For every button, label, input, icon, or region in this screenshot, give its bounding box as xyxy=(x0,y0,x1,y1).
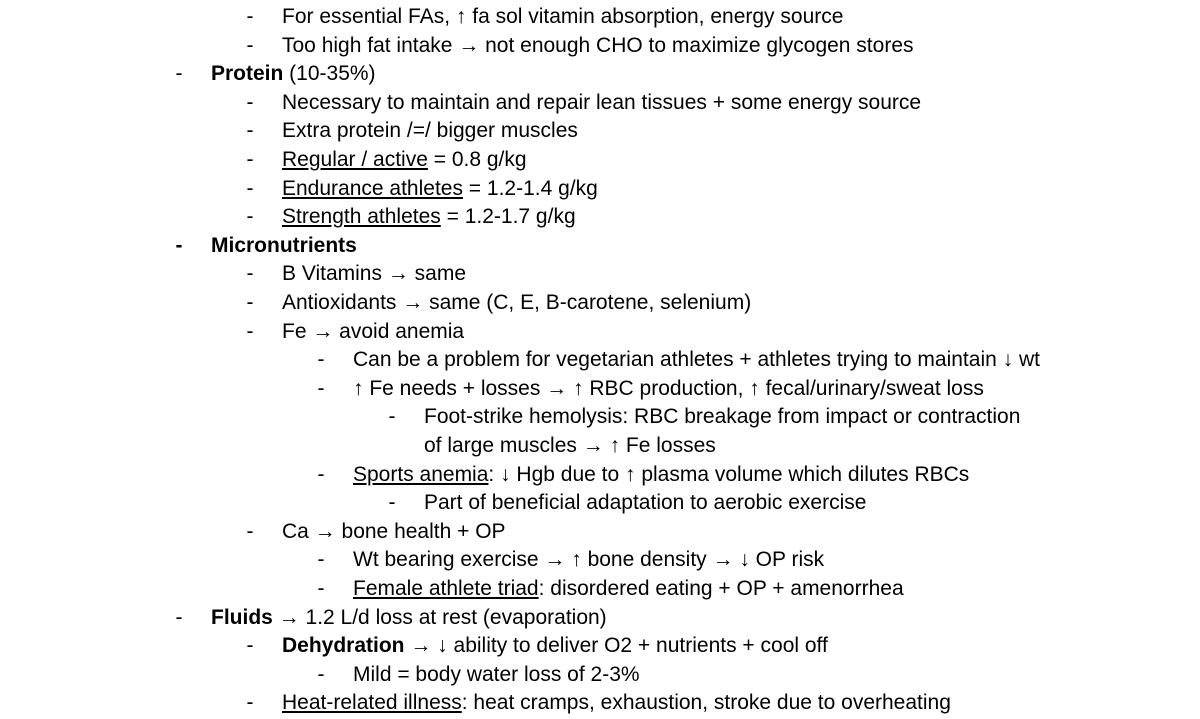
outline-text xyxy=(282,318,464,346)
text-run: Mild = body water loss of 2-3% xyxy=(353,662,640,686)
underlined-term: Heat-related illness xyxy=(282,691,462,715)
outline-text xyxy=(282,689,951,717)
text-run: (10-35%) xyxy=(283,62,376,86)
bullet-marker: - xyxy=(175,605,183,629)
bullet-marker: - xyxy=(246,634,254,658)
bullet-marker: - xyxy=(317,376,325,400)
text-run: ↑ Fe needs + losses → ↑ RBC production, ↑ fecal/urinary/sweat loss xyxy=(353,376,984,400)
outline-text xyxy=(424,432,716,460)
bullet-marker: - xyxy=(246,205,254,229)
outline-text xyxy=(353,346,1040,374)
outline-text xyxy=(282,203,576,231)
text-run: Can be a problem for vegetarian athletes + athletes trying to maintain ↓ wt xyxy=(353,348,1040,372)
text-run: → 1.2 L/d loss at rest (evaporation) xyxy=(272,605,607,629)
text-run: : disordered eating + OP + amenorrhea xyxy=(538,577,904,600)
bullet-marker: - xyxy=(317,462,325,486)
underlined-term: Endurance athletes xyxy=(282,176,463,200)
text-run: Foot-strike hemolysis: RBC breakage from impact or contraction xyxy=(424,405,1021,429)
bullet-marker: - xyxy=(388,405,396,429)
text-run: Necessary to maintain and repair lean tissues + some energy source xyxy=(282,90,922,114)
underlined-term: Strength athletes xyxy=(282,205,441,229)
bullet-marker: - xyxy=(246,262,254,286)
bullet-marker: - xyxy=(317,348,325,372)
bold-term: Protein xyxy=(211,62,284,86)
bullet-marker: - xyxy=(246,319,254,343)
bullet-marker: - xyxy=(388,491,396,515)
outline-text xyxy=(424,489,866,517)
outline-text xyxy=(282,89,921,117)
text-run: Wt bearing exercise → ↑ bone density → ↓ OP risk xyxy=(353,548,825,572)
underlined-term: Female athlete triad xyxy=(353,577,539,600)
text-run: For essential FAs, ↑ fa sol vitamin absorption, energy source xyxy=(282,5,844,28)
outline-text xyxy=(282,146,527,174)
text-run: B Vitamins → same xyxy=(282,262,467,286)
text-run: → ↓ ability to deliver O2 + nutrients + cool off xyxy=(404,634,828,658)
bullet-marker: - xyxy=(246,33,254,57)
bullet-marker: - xyxy=(246,519,254,543)
text-run: = 1.2-1.4 g/kg xyxy=(462,176,598,200)
outline-text xyxy=(282,175,598,203)
outline-text xyxy=(282,260,466,288)
bullet-marker: - xyxy=(246,5,254,28)
text-run: Too high fat intake → not enough CHO to maximize glycogen stores xyxy=(282,33,914,57)
outline-text xyxy=(211,232,357,260)
outline-text xyxy=(211,60,376,88)
text-run: = 1.2-1.7 g/kg xyxy=(440,205,576,229)
text-run: Antioxidants → same (C, E, B-carotene, selenium) xyxy=(282,291,752,314)
bold-term: Fluids xyxy=(211,605,273,629)
outline-text xyxy=(353,546,824,574)
text-run: Part of beneficial adaptation to aerobic exercise xyxy=(424,491,867,515)
outline-text xyxy=(353,661,640,689)
outline-text xyxy=(353,461,969,489)
underlined-term: Sports anemia xyxy=(353,462,489,486)
bullet-marker: - xyxy=(246,148,254,171)
bold-term: Dehydration xyxy=(282,634,405,658)
outline-text xyxy=(282,289,751,317)
bullet-marker: - xyxy=(246,119,254,143)
outline-text xyxy=(353,375,984,403)
text-run: of large muscles → ↑ Fe losses xyxy=(424,434,716,457)
bullet-marker: - xyxy=(246,691,254,715)
bullet-marker: - xyxy=(317,577,325,600)
outline-text xyxy=(282,3,843,31)
outline-text xyxy=(211,604,607,632)
bullet-marker: - xyxy=(246,176,254,200)
bullet-marker: - xyxy=(246,291,254,314)
bullet-marker: - xyxy=(246,90,254,114)
text-run: = 0.8 g/kg xyxy=(427,148,527,171)
bullet-marker: - xyxy=(317,548,325,572)
text-run: Fe → avoid anemia xyxy=(282,319,465,343)
text-run: Extra protein /=/ bigger muscles xyxy=(282,119,578,143)
outline-text xyxy=(353,575,904,603)
outline-text xyxy=(282,32,914,60)
bullet-marker: - xyxy=(175,233,183,257)
text-run: Ca → bone health + OP xyxy=(282,519,506,543)
bold-term: Micronutrients xyxy=(211,233,357,257)
bullet-marker: - xyxy=(317,662,325,686)
outline-text xyxy=(282,518,506,546)
bullet-marker: - xyxy=(175,62,183,86)
text-run: : ↓ Hgb due to ↑ plasma volume which dilutes RBCs xyxy=(488,462,970,486)
text-run: : heat cramps, exhaustion, stroke due to overheating xyxy=(461,691,951,715)
outline-text xyxy=(282,117,578,145)
underlined-term: Regular / active xyxy=(282,148,428,171)
outline-text xyxy=(424,403,1020,431)
outline-text xyxy=(282,632,828,660)
